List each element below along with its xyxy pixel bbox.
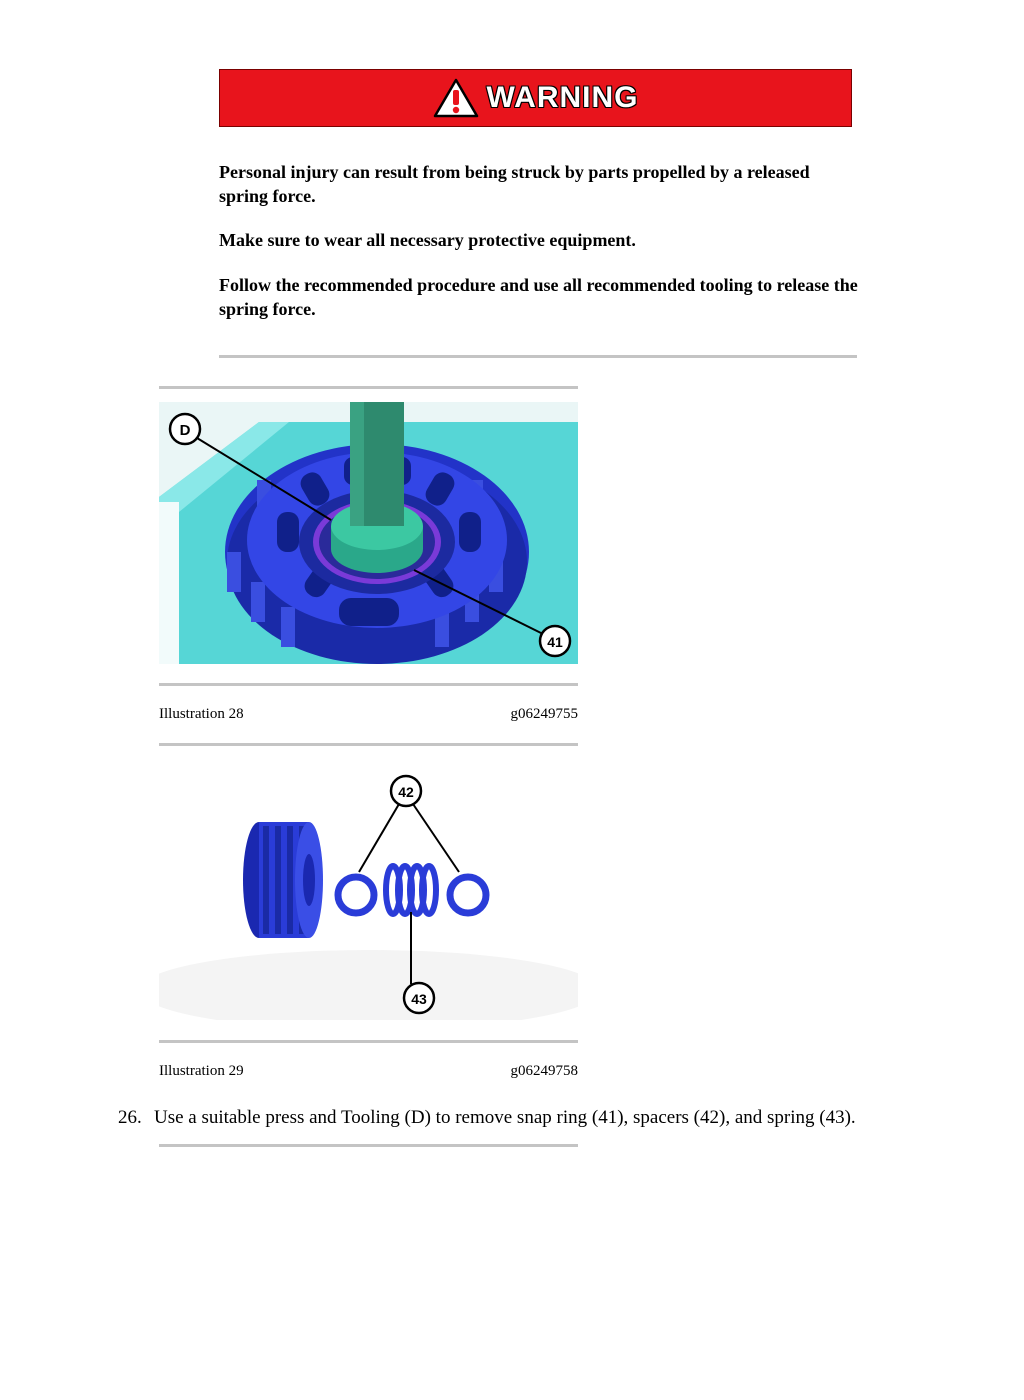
callout-42-label: 42 (398, 784, 414, 800)
warning-divider (219, 355, 857, 358)
step-26 (118, 1107, 998, 1129)
figure-29-bottom-rule (159, 1040, 578, 1043)
warning-title: WARNING (486, 81, 639, 114)
warning-triangle-icon (433, 78, 479, 118)
warning-banner (219, 69, 852, 127)
step-text: Use a suitable press and Tooling (D) to remove snap ring (41), spacers (42), and spring (43). (154, 1107, 856, 1128)
illustration-29-graphic-id: g06249758 (510, 1063, 578, 1079)
callout-41-label: 41 (547, 634, 563, 650)
illustration-29-photo (159, 760, 578, 1020)
illustration-29-number: Illustration 29 (159, 1063, 244, 1079)
figure-29-top-rule (159, 743, 578, 746)
step-divider (159, 1144, 578, 1147)
warning-text-injury: Personal injury can result from being struck by parts propelled by a released spring force. (219, 162, 810, 206)
warning-text-equipment: Make sure to wear all necessary protective equipment. (219, 230, 636, 250)
warning-text-procedure: Follow the recommended procedure and use all recommended tooling to release the spring force. (219, 275, 858, 319)
illustration-28-graphic-id: g06249755 (510, 706, 578, 722)
illustration-28-photo (159, 402, 578, 664)
illustration-28-number: Illustration 28 (159, 706, 244, 722)
figure-28-top-rule (159, 386, 578, 389)
callout-43-label: 43 (411, 991, 427, 1007)
callout-D-label: D (179, 422, 191, 439)
figure-28-bottom-rule (159, 683, 578, 686)
step-number: 26. (118, 1107, 142, 1128)
